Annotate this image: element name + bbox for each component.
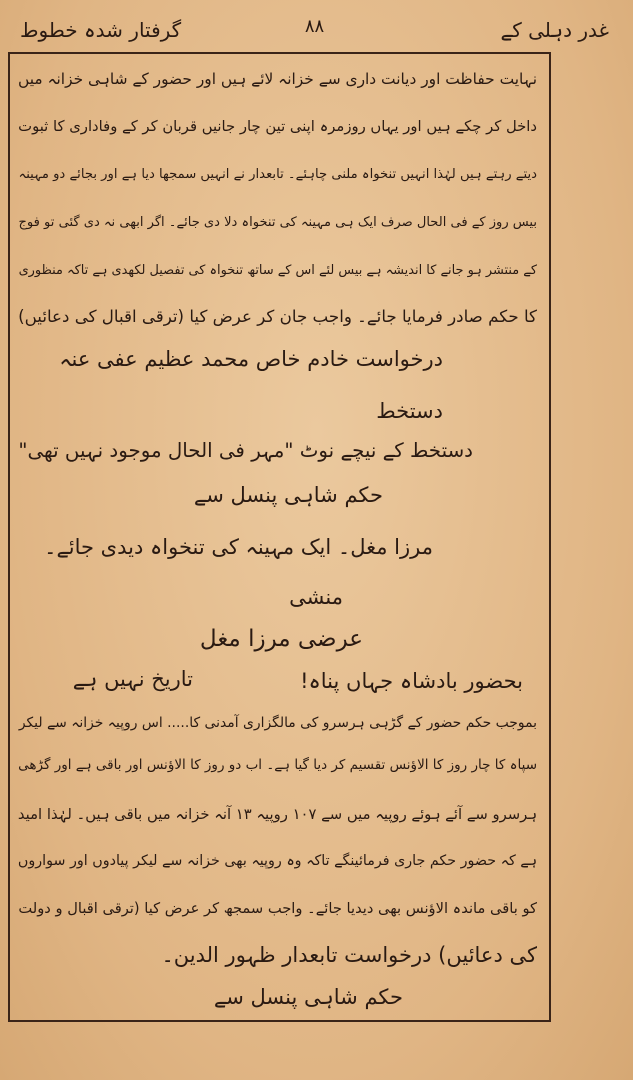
page-number: ۸۸ (304, 16, 325, 37)
letter1-line-5: کے منتشر ہو جانے کا اندیشہ ہے بیس لئے اس کے ساتھ تنخواہ کی تفصیل لکھدی ہے تاکہ منظوری (18, 263, 537, 278)
letter2-royal-order: حکم شاہی پنسل سے (213, 985, 403, 1009)
signature-note: دستخط کے نیچے نوٹ "مہر فی الحال موجود نہیں تھی" (18, 439, 473, 462)
letter2-title: عرضی مرزا مغل (199, 626, 363, 652)
letter2-line-6: کی دعائیں) درخواست تابعدار ظہور الدین۔ (161, 943, 537, 967)
royal-order-label: حکم شاہی پنسل سے (193, 483, 383, 507)
letter2-line-2: سپاہ کا چار روز کا الاؤنس تقسیم کر دیا گیا ہے۔ اب دو روز کا الاؤنس اور باقی ہے اور گڑھی (18, 757, 537, 773)
letter1-line-6: کا حکم صادر فرمایا جائے۔ واجب جان کر عرض کیا (ترقی اقبال کی دعائیں) (18, 307, 537, 326)
letter2-no-date: تاریخ نہیں ہے (72, 667, 193, 691)
letter2-line-4: ہے کہ حضور حکم جاری فرمائینگے تاکہ وہ روپیہ بھی خزانہ سے لیکر پیادوں اور سواروں (17, 853, 537, 869)
header-section-title: گرفتار شدہ خطوط (20, 18, 182, 42)
letter1-line-1: نہایت حفاظت اور دیانت داری سے خزانہ لائے ہیں اور حضور کے شاہی خزانہ میں (17, 70, 537, 88)
letter1-request: درخواست خادم خاص محمد عظیم عفی عنہ (59, 347, 443, 371)
munshi-label: منشی (289, 585, 343, 609)
header-book-title: غدر دہلی کے (500, 18, 609, 42)
royal-order-text: مرزا مغل۔ ایک مہینہ کی تنخواہ دیدی جائے۔ (44, 535, 433, 559)
letter2-salutation: بحضور بادشاہ جہاں پناہ! (300, 669, 523, 693)
letter2-line-5: کو باقی ماندہ الاؤنس بھی دیدیا جائے۔ واجب سمجھ کر عرض کیا (ترقی اقبال و دولت (18, 900, 537, 917)
letter1-line-2: داخل کر چکے ہیں اور یہاں روزمرہ اپنی تین چار جانیں قربان کر کے وفاداری کا ثبوت (18, 118, 537, 135)
letter1-line-3: دیتے رہتے ہیں لہٰذا انہیں تنخواہ ملنی چاہئے۔ تابعدار نے انہیں سمجھا دیا ہے اور بجائے دو مہینہ (18, 167, 537, 182)
running-header (20, 14, 609, 48)
letter2-line-3: ہرسرو سے آئے ہوئے روپیہ میں سے ۱۰۷ روپیہ ۱۳ آنہ خزانہ میں باقی ہیں۔ لہٰذا امید (17, 806, 537, 823)
signature-label: دستخط (376, 399, 443, 423)
letter2-line-1: بموجب حکم حضور کے گڑہی ہرسرو کی مالگزاری آمدنی کا..... اس روپیہ خزانہ سے لیکر (18, 715, 537, 731)
letter1-line-4: بیس روز کے فی الحال صرف ایک ہی مہینہ کی تنخواہ دلا دی جائے۔ اگر ابھی نہ دی گئی تو فوج (18, 215, 537, 230)
